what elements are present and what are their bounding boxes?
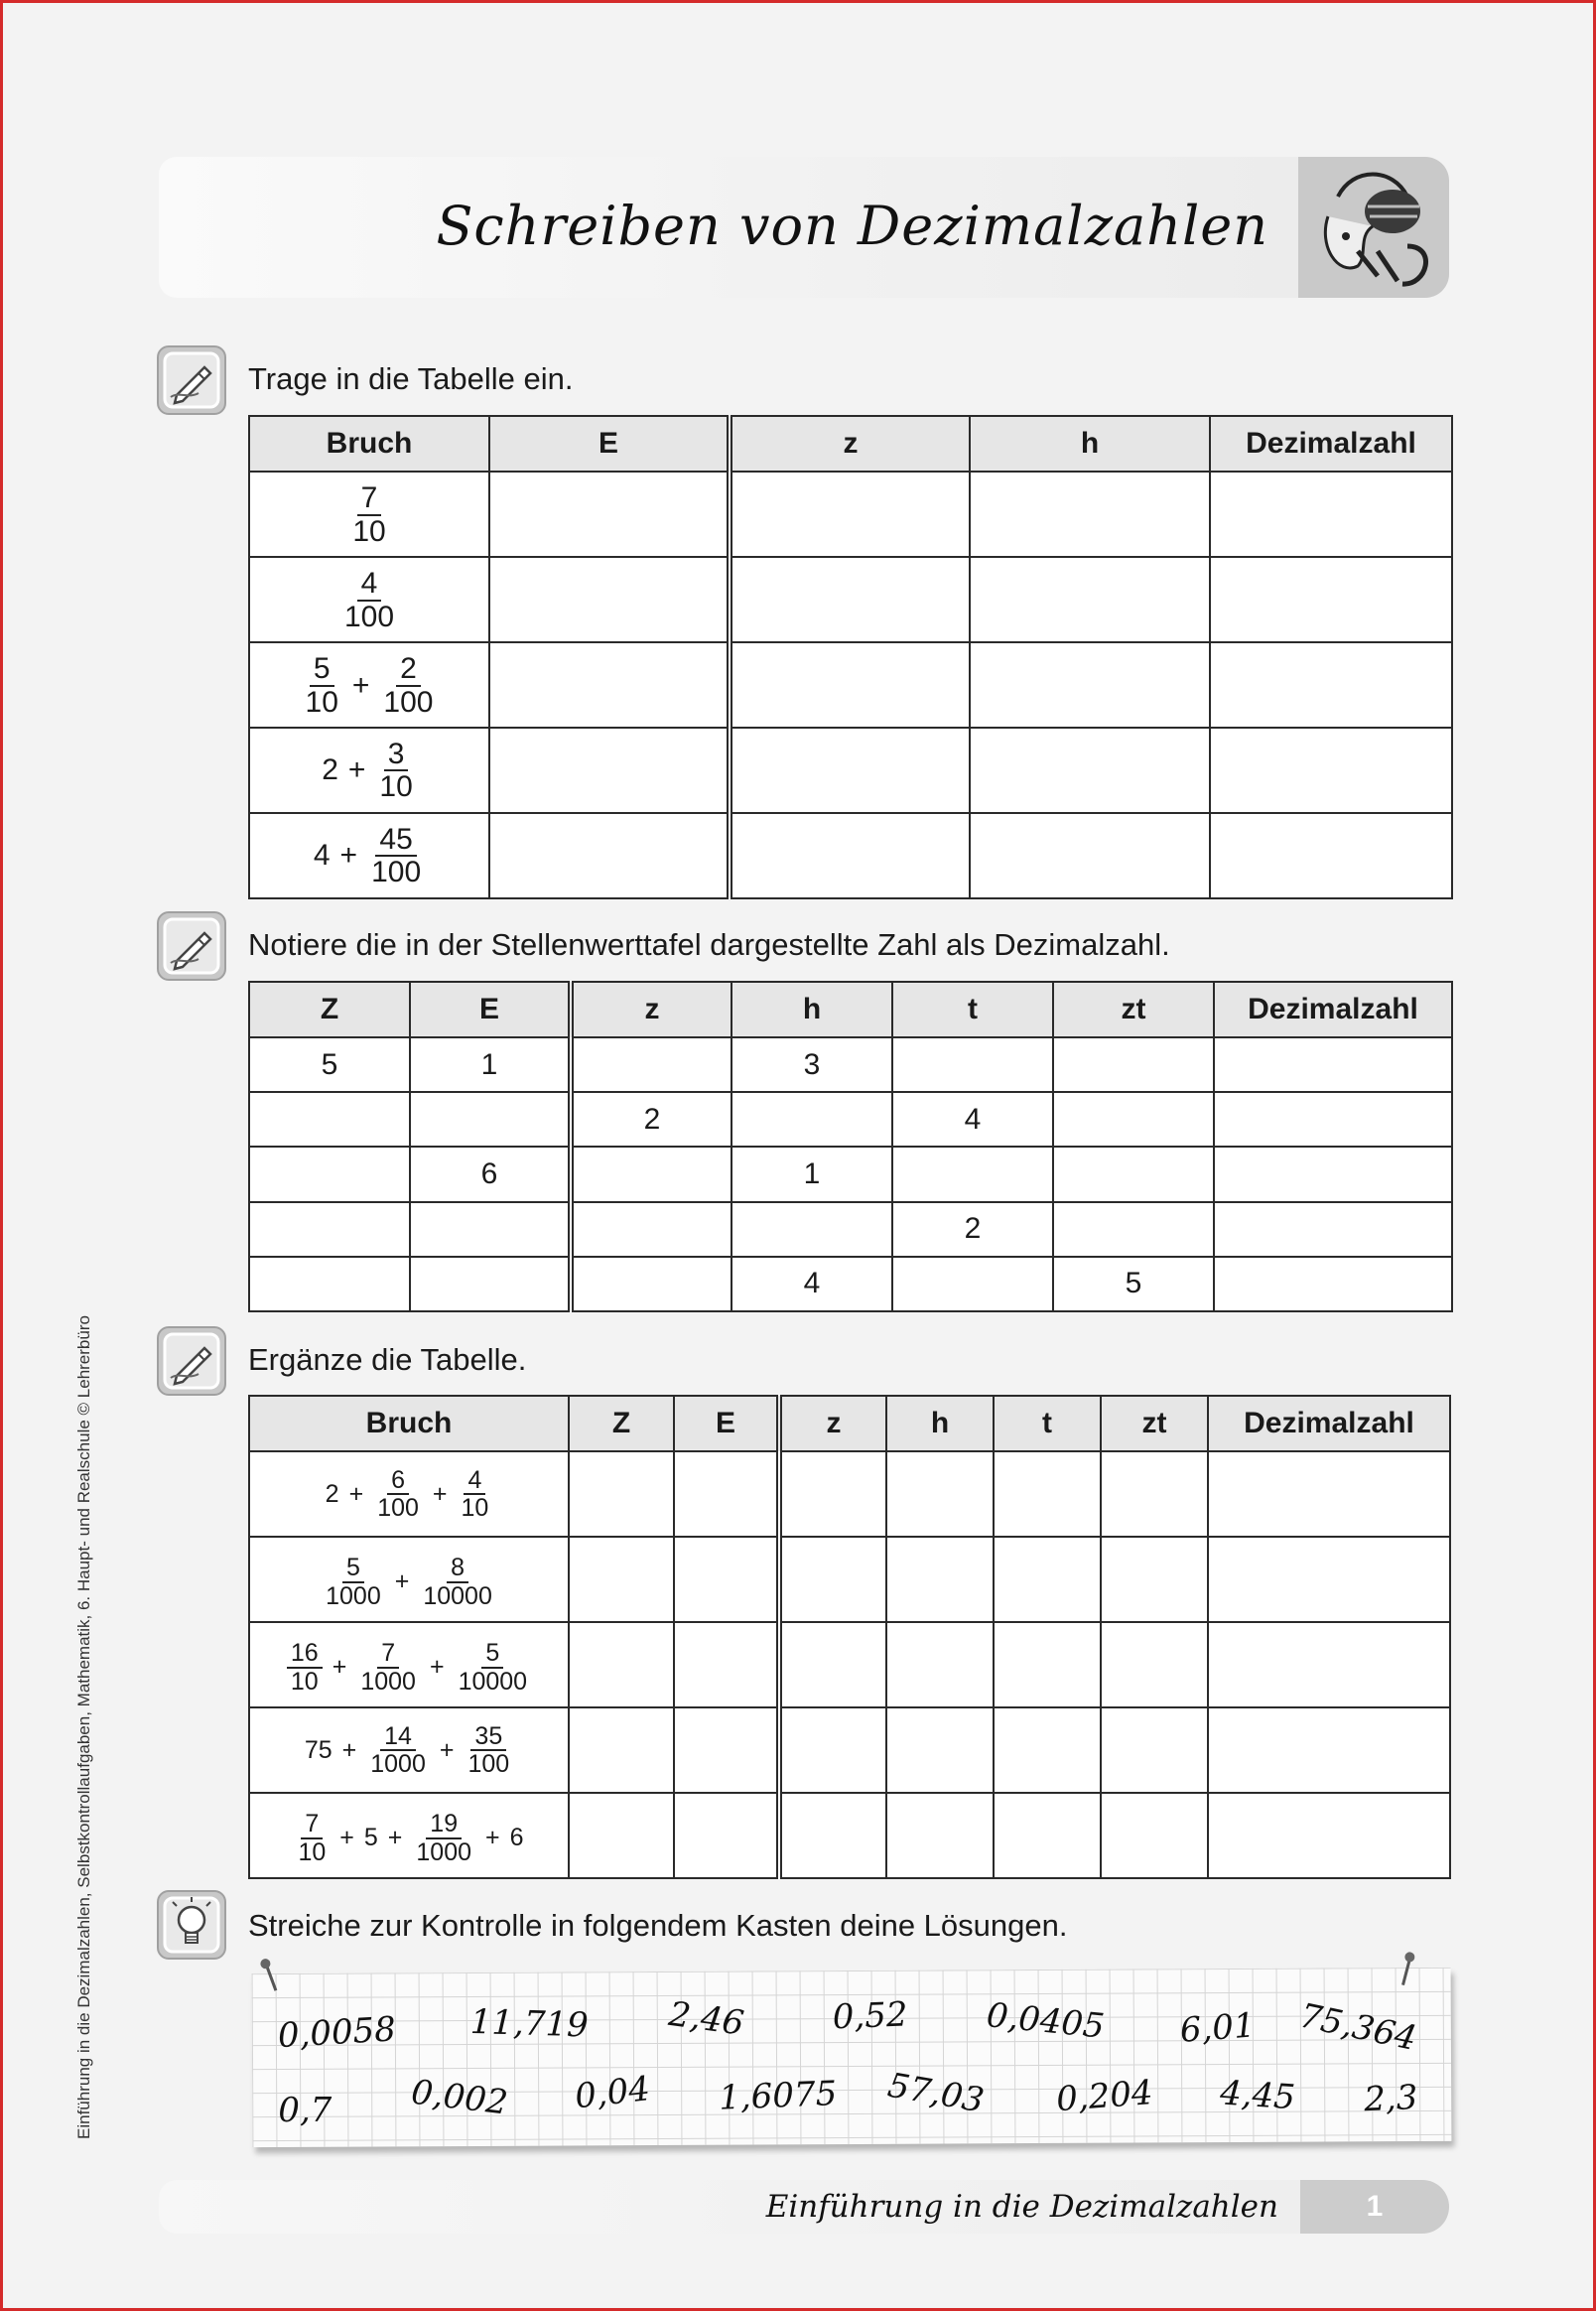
answer-cell[interactable] [1214,1037,1452,1092]
answer-cell[interactable] [674,1793,779,1878]
numerator: 5 [481,1640,503,1668]
page-number: 1 [1300,2180,1449,2234]
numerator: 5 [342,1555,364,1582]
fraction [294,1811,330,1865]
denominator: 10 [379,770,413,803]
answer-cell[interactable] [674,1707,779,1793]
mascot-logo [1298,157,1449,298]
answer-cell[interactable] [569,1537,674,1622]
digit-cell: 4 [892,1092,1053,1147]
answer-cell[interactable] [1208,1793,1450,1878]
task4-instruction: Streiche zur Kontrolle in folgendem Kasten deine Lösungen. [248,1908,1068,1943]
answer-cell[interactable] [994,1451,1101,1537]
t2-header-E: E [410,982,571,1037]
denominator: 10 [352,514,386,548]
answer-cell [249,1147,410,1201]
numerator: 35 [470,1723,506,1751]
t1-header-h: h [970,416,1210,472]
fraction [464,1723,513,1778]
answer-cell[interactable] [1214,1147,1452,1201]
fraction [322,1555,385,1609]
t2-header-dezimalzahl: Dezimalzahl [1214,982,1452,1037]
solution-value[interactable]: 0,04 [573,2069,652,2117]
fraction-cell [249,1707,569,1793]
solution-value[interactable]: 0,7 [278,2090,332,2131]
fraction-cell [249,642,489,728]
operator: + [347,753,366,786]
solution-value[interactable]: 57,03 [884,2065,988,2121]
fraction-expression [322,739,417,803]
whole-number: 2 [322,753,338,786]
denominator: 10 [461,1494,489,1522]
numerator: 2 [396,653,421,687]
fraction [366,1723,430,1778]
denominator: 10000 [458,1667,528,1696]
fraction-cell [249,1793,569,1878]
digit-cell: 1 [410,1037,571,1092]
solution-value[interactable]: 1,6075 [718,2074,838,2118]
fraction [367,824,425,888]
operator: + [332,1653,347,1681]
answer-cell[interactable] [489,813,730,898]
answer-cell [410,1202,571,1257]
numerator: 7 [301,1811,323,1838]
digit-cell: 2 [571,1092,732,1147]
answer-cell[interactable] [1101,1537,1208,1622]
solution-value[interactable]: 0,0058 [276,2009,397,2057]
answer-cell[interactable] [730,813,970,898]
fraction-expression [305,1723,513,1778]
fraction-cell [249,813,489,898]
answer-cell[interactable] [489,557,730,642]
fraction-expression [314,824,425,888]
answer-cell[interactable] [1208,1451,1450,1537]
digit-cell: 1 [732,1147,892,1201]
answer-cell[interactable] [1214,1092,1452,1147]
answer-cell [892,1257,1053,1311]
answer-cell[interactable] [779,1537,886,1622]
answer-cell [732,1092,892,1147]
t3-header-h: h [886,1396,994,1451]
solution-value[interactable]: 2,46 [666,1993,746,2044]
answer-cell [410,1257,571,1311]
numerator: 45 [375,824,416,858]
table-row [249,1202,1452,1257]
operator: + [339,839,358,872]
answer-cell[interactable] [1214,1202,1452,1257]
numerator: 7 [377,1640,399,1668]
fraction [348,482,389,547]
answer-cell[interactable] [1208,1707,1450,1793]
answer-cell [571,1257,732,1311]
answer-cell[interactable] [569,1793,674,1878]
solution-value[interactable]: 2,3 [1363,2078,1419,2120]
denominator: 1000 [416,1837,472,1866]
answer-cell[interactable] [569,1451,674,1537]
answer-cell[interactable] [674,1451,779,1537]
t3-header-z: z [779,1396,886,1451]
answer-cell [892,1147,1053,1201]
answer-cell[interactable] [970,642,1210,728]
answer-cell[interactable] [994,1793,1101,1878]
table-row [249,472,1452,557]
answer-cell [410,1092,571,1147]
solution-value[interactable]: 0,204 [1054,2073,1154,2120]
operator: + [394,1567,410,1595]
task2-table [248,981,1453,1312]
answer-cell[interactable] [569,1622,674,1707]
answer-cell [249,1257,410,1311]
t3-header-E: E [674,1396,779,1451]
fraction-cell [249,472,489,557]
solution-box [252,1968,1452,2147]
digit-cell: 3 [732,1037,892,1092]
answer-cell[interactable] [1101,1622,1208,1707]
operator: + [341,1735,357,1764]
denominator: 10 [290,1667,319,1696]
fraction-expression [348,482,389,547]
answer-cell[interactable] [886,1451,994,1537]
answer-cell[interactable] [1101,1707,1208,1793]
t1-header-bruch: Bruch [249,416,489,472]
digit-cell: 5 [1053,1257,1214,1311]
digit-cell: 2 [892,1202,1053,1257]
fraction-expression [340,568,398,632]
t2-header-h: h [732,982,892,1037]
fraction-expression [322,1555,496,1609]
answer-cell[interactable] [674,1537,779,1622]
fraction-cell [249,1451,569,1537]
t3-header-Z: Z [569,1396,674,1451]
denominator: 100 [371,856,422,888]
table-row [249,1092,1452,1147]
task1-table [248,415,1453,899]
answer-cell [571,1147,732,1201]
table-row [249,1037,1452,1092]
operator: + [429,1653,445,1681]
fraction [340,568,398,632]
t2-header-zt: zt [1053,982,1214,1037]
digit-cell: 5 [249,1037,410,1092]
answer-cell [1053,1037,1214,1092]
t2-header-z: z [571,982,732,1037]
fraction [375,739,416,803]
answer-cell[interactable] [886,1707,994,1793]
table-row [249,728,1452,813]
answer-cell [1053,1147,1214,1201]
table-row [249,813,1452,898]
task1-instruction: Trage in die Tabelle ein. [248,361,574,396]
answer-cell[interactable] [569,1707,674,1793]
answer-cell [571,1202,732,1257]
whole-number: 5 [363,1824,378,1851]
numerator: 3 [384,739,409,772]
answer-cell[interactable] [779,1451,886,1537]
answer-cell[interactable] [489,472,730,557]
answer-cell[interactable] [1208,1537,1450,1622]
fraction-cell [249,1537,569,1622]
operator: + [485,1824,500,1851]
denominator: 1000 [370,1750,426,1778]
table-row [249,1451,1450,1537]
answer-cell[interactable] [1210,557,1452,642]
denominator: 10000 [423,1581,492,1610]
t3-header-bruch: Bruch [249,1396,569,1451]
fraction [412,1811,475,1865]
answer-cell[interactable] [970,557,1210,642]
numerator: 14 [380,1723,416,1751]
side-note: Einführung in die Dezimalzahlen, Selbstkontrollaufgaben, Mathematik, 6. Haupt- und Realschule © Lehrerbüro [74,1315,93,2139]
denominator: 10 [298,1837,327,1866]
denominator: 1000 [360,1667,416,1696]
fraction-cell [249,1622,569,1707]
fraction-expression [326,1467,493,1522]
answer-cell [571,1037,732,1092]
table-row [249,557,1452,642]
numerator: 19 [426,1811,462,1838]
answer-cell[interactable] [1210,813,1452,898]
t2-header-Z: Z [249,982,410,1037]
answer-cell[interactable] [994,1707,1101,1793]
answer-cell [249,1092,410,1147]
numerator: 16 [287,1640,323,1668]
numerator: 6 [387,1467,409,1495]
table-row [249,1793,1450,1878]
answer-cell[interactable] [730,472,970,557]
table-row [249,1622,1450,1707]
numerator: 4 [464,1467,485,1495]
solution-value[interactable]: 75,364 [1296,1995,1420,2059]
table-row [249,1707,1450,1793]
fraction [458,1467,493,1522]
digit-cell: 4 [732,1257,892,1311]
table-row [249,642,1452,728]
denominator: 100 [383,685,434,719]
answer-cell[interactable] [994,1537,1101,1622]
numerator: 5 [310,653,334,687]
lightbulb-icon [157,1890,226,1960]
whole-number: 75 [304,1735,332,1764]
fraction-expression [287,1640,531,1695]
answer-cell[interactable] [730,728,970,813]
operator: + [432,1479,448,1508]
denominator: 10 [305,685,338,719]
fraction [287,1640,323,1695]
t2-header-t: t [892,982,1053,1037]
numerator: 8 [447,1555,468,1582]
answer-cell[interactable] [1101,1451,1208,1537]
t3-header-t: t [994,1396,1101,1451]
fraction-expression [294,1811,523,1865]
answer-cell[interactable] [1214,1257,1452,1311]
solution-value[interactable]: 0,002 [409,2072,510,2123]
fraction [455,1640,532,1695]
answer-cell[interactable] [886,1793,994,1878]
fraction [302,653,342,718]
answer-cell[interactable] [779,1622,886,1707]
operator: + [339,1824,354,1851]
answer-cell[interactable] [489,728,730,813]
footer-title: Einführung in die Dezimalzahlen [765,2189,1278,2225]
fraction [379,653,437,718]
answer-cell[interactable] [1210,728,1452,813]
answer-cell[interactable] [886,1537,994,1622]
whole-number: 6 [509,1824,524,1851]
task2-instruction: Notiere die in der Stellenwerttafel dargestellte Zahl als Dezimalzahl. [248,927,1170,962]
answer-cell[interactable] [674,1622,779,1707]
denominator: 100 [343,600,395,633]
t1-header-e: E [489,416,730,472]
t1-header-z: z [730,416,970,472]
answer-cell[interactable] [994,1622,1101,1707]
answer-cell[interactable] [970,813,1210,898]
answer-cell[interactable] [779,1707,886,1793]
denominator: 1000 [326,1581,381,1610]
fraction [373,1467,423,1522]
answer-cell [1053,1202,1214,1257]
answer-cell [249,1202,410,1257]
answer-cell[interactable] [886,1622,994,1707]
answer-cell[interactable] [1210,642,1452,728]
numerator: 4 [357,568,382,602]
answer-cell[interactable] [970,728,1210,813]
answer-cell [1053,1092,1214,1147]
table-row [249,1537,1450,1622]
pencil-icon [157,345,226,415]
fraction-cell [249,557,489,642]
solution-value[interactable]: 0,52 [832,1994,909,2038]
answer-cell[interactable] [1210,472,1452,557]
solution-value[interactable]: 4,45 [1218,2073,1297,2118]
pencil-icon [157,911,226,981]
table-row [249,1147,1452,1201]
t3-header-zt: zt [1101,1396,1208,1451]
answer-cell[interactable] [970,472,1210,557]
answer-cell[interactable] [730,642,970,728]
digit-cell: 6 [410,1147,571,1201]
operator: + [348,1479,364,1508]
whole-number: 2 [325,1479,339,1508]
numerator: 7 [357,482,382,516]
task3-table [248,1395,1451,1879]
answer-cell[interactable] [1101,1793,1208,1878]
solution-value[interactable]: 11,719 [469,2001,590,2046]
solution-value[interactable]: 0,0405 [985,1995,1107,2047]
pencil-icon [157,1326,226,1396]
t1-header-dezimalzahl: Dezimalzahl [1210,416,1452,472]
whole-number: 4 [313,839,331,872]
answer-cell[interactable] [1208,1622,1450,1707]
denominator: 100 [377,1494,419,1522]
fraction-expression [302,653,438,718]
t3-header-dezimalzahl: Dezimalzahl [1208,1396,1450,1451]
solution-value[interactable]: 6,01 [1178,2005,1257,2051]
table-row [249,1257,1452,1311]
fraction [356,1640,420,1695]
operator: + [387,1824,403,1851]
answer-cell [892,1037,1053,1092]
answer-cell [732,1202,892,1257]
fraction-cell [249,728,489,813]
answer-cell[interactable] [730,557,970,642]
operator: + [439,1735,455,1764]
fraction [419,1555,496,1609]
operator: + [351,668,370,702]
denominator: 100 [467,1750,510,1778]
task3-instruction: Ergänze die Tabelle. [248,1342,527,1377]
page-title: Schreiben von Dezimalzahlen [436,195,1268,257]
answer-cell[interactable] [779,1793,886,1878]
answer-cell[interactable] [489,642,730,728]
